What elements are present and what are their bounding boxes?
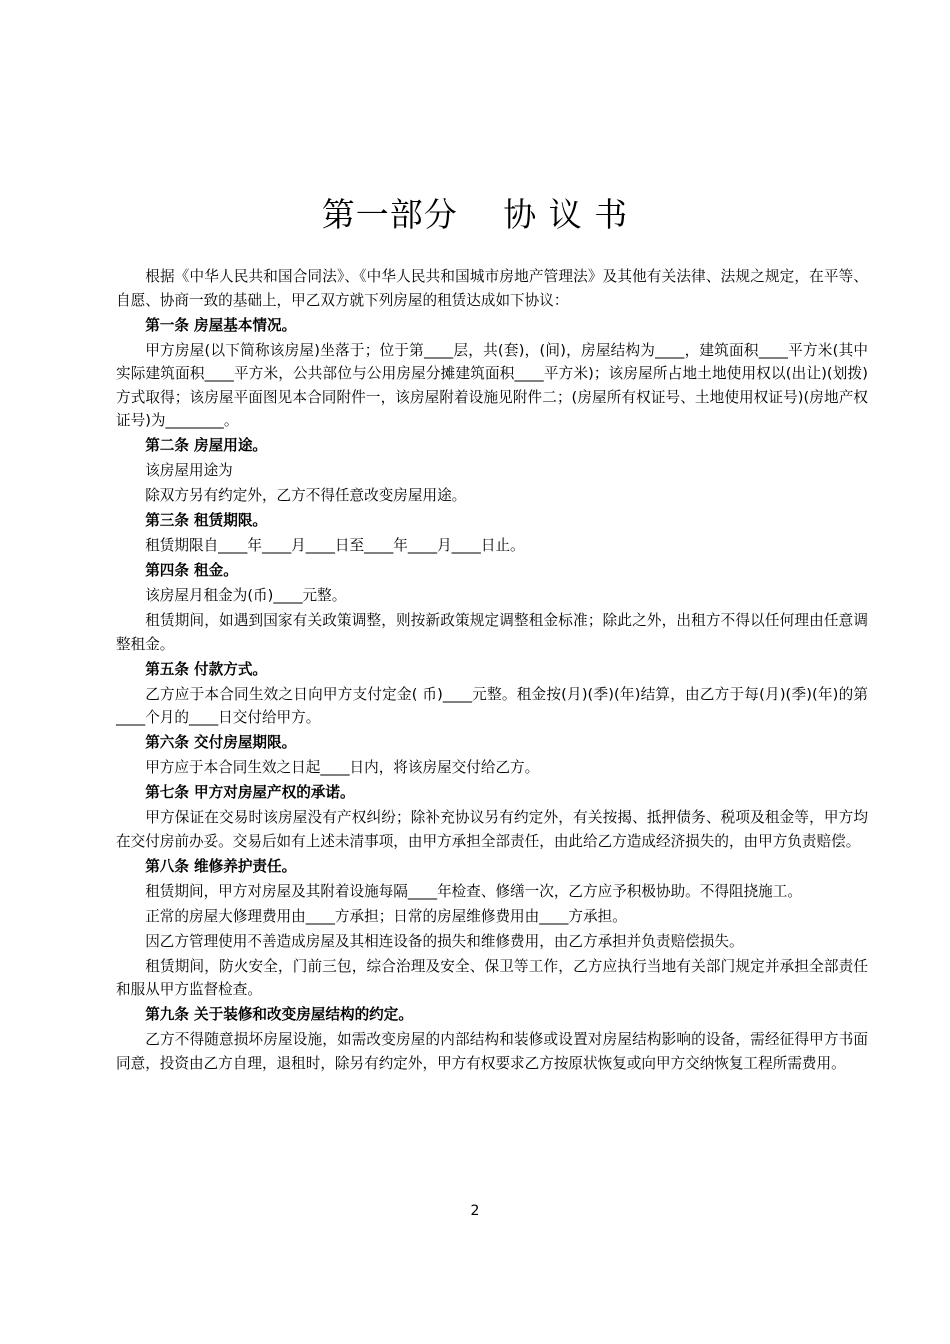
article-9-heading: 第九条 关于装修和改变房屋结构的约定。 bbox=[145, 1006, 413, 1023]
article-5-heading: 第五条 付款方式。 bbox=[145, 660, 268, 678]
article-8-paragraph-4: 租赁期间，防火安全，门前三包，综合治理及安全、保卫等工作，乙方应执行当地有关部门规定并承担全部责任和服从甲方监督检查。 bbox=[116, 957, 868, 998]
article-2-heading: 第二条 房屋用途。 bbox=[145, 437, 268, 454]
article-8-paragraph-1: 租赁期间，甲方对房屋及其附着设施每隔____年检查、修缮一次，乙方应予积极协助。不得阻挠施工。 bbox=[145, 882, 802, 900]
article-6-heading: 第六条 交付房屋期限。 bbox=[145, 734, 297, 751]
article-8-paragraph-3: 因乙方管理使用不善造成房屋及其相连设备的损失和维修费用，由乙方承担并负责赔偿损失。 bbox=[145, 932, 744, 950]
intro-paragraph: 根据《中华人民共和国合同法》、《中华人民共和国城市房地产管理法》及其他有关法律、法规之规定，在平等、自愿、协商一致的基础上，甲乙双方就下列房屋的租赁达成如下协议： bbox=[116, 268, 868, 309]
article-1-paragraph: 甲方房屋(以下简称该房屋)坐落于；位于第____层，共(套)，(间)，房屋结构为____，建筑面积____平方米(其中实际建筑面积____平方米，公共部位与公用房屋分摊建筑面积____平方米)；该房屋所占地土地使用权以(出让)(划拨)方式取得；该房屋平面图见本合同附件一，该房屋附着设施见附件二；(房屋所有权证号、土地使用权证号)(房地产权证号)为________。 bbox=[116, 341, 868, 429]
article-6-paragraph: 甲方应于本合同生效之日起____日内，将该房屋交付给乙方。 bbox=[145, 759, 540, 776]
article-8-heading: 第八条 维修养护责任。 bbox=[145, 857, 297, 875]
article-2-paragraph-1: 该房屋用途为 bbox=[145, 462, 233, 479]
article-2-paragraph-2: 除双方另有约定外，乙方不得任意改变房屋用途。 bbox=[145, 487, 467, 504]
article-3-heading: 第三条 租赁期限。 bbox=[145, 512, 268, 529]
article-8-paragraph-2: 正常的房屋大修理费用由____方承担；日常的房屋维修费用由____方承担。 bbox=[145, 907, 627, 925]
article-9-paragraph: 乙方不得随意损坏房屋设施，如需改变房屋的内部结构和装修或设置对房屋结构影响的设备，需经征得甲方书面同意，投资由乙方自理，退租时，除另有约定外，甲方有权要求乙方按原状恢复或向甲方交纳恢复工程所需费用。 bbox=[116, 1031, 868, 1072]
article-7-heading: 第七条 甲方对房屋产权的承诺。 bbox=[145, 784, 355, 801]
article-3-paragraph: 租赁期限自____年____月____日至____年____月____日止。 bbox=[145, 537, 525, 554]
page-number: 2 bbox=[470, 1203, 480, 1219]
article-1-heading: 第一条 房屋基本情况。 bbox=[145, 316, 297, 334]
article-4-paragraph-1: 该房屋月租金为(币)____元整。 bbox=[145, 587, 347, 604]
article-4-paragraph-2: 租赁期间，如遇到国家有关政策调整，则按新政策规定调整租金标准；除此之外，出租方不得以任何理由任意调整租金。 bbox=[116, 612, 868, 653]
document-title: 第一部分 协 议 书 bbox=[321, 195, 629, 234]
article-5-paragraph: 乙方应于本合同生效之日向甲方支付定金( 币)____元整。租金按(月)(季)(年)结算，由乙方于每(月)(季)(年)的第____个月的____日交付给甲方。 bbox=[116, 685, 868, 726]
document-body bbox=[116, 265, 868, 1077]
article-4-heading: 第四条 租金。 bbox=[145, 562, 238, 579]
article-7-paragraph: 甲方保证在交易时该房屋没有产权纠纷；除补充协议另有约定外，有关按揭、抵押债务、税项及租金等，甲方均在交付房前办妥。交易后如有上述未清事项，由甲方承担全部责任，由此给乙方造成经济损失的，由甲方负责赔偿。 bbox=[116, 809, 868, 850]
